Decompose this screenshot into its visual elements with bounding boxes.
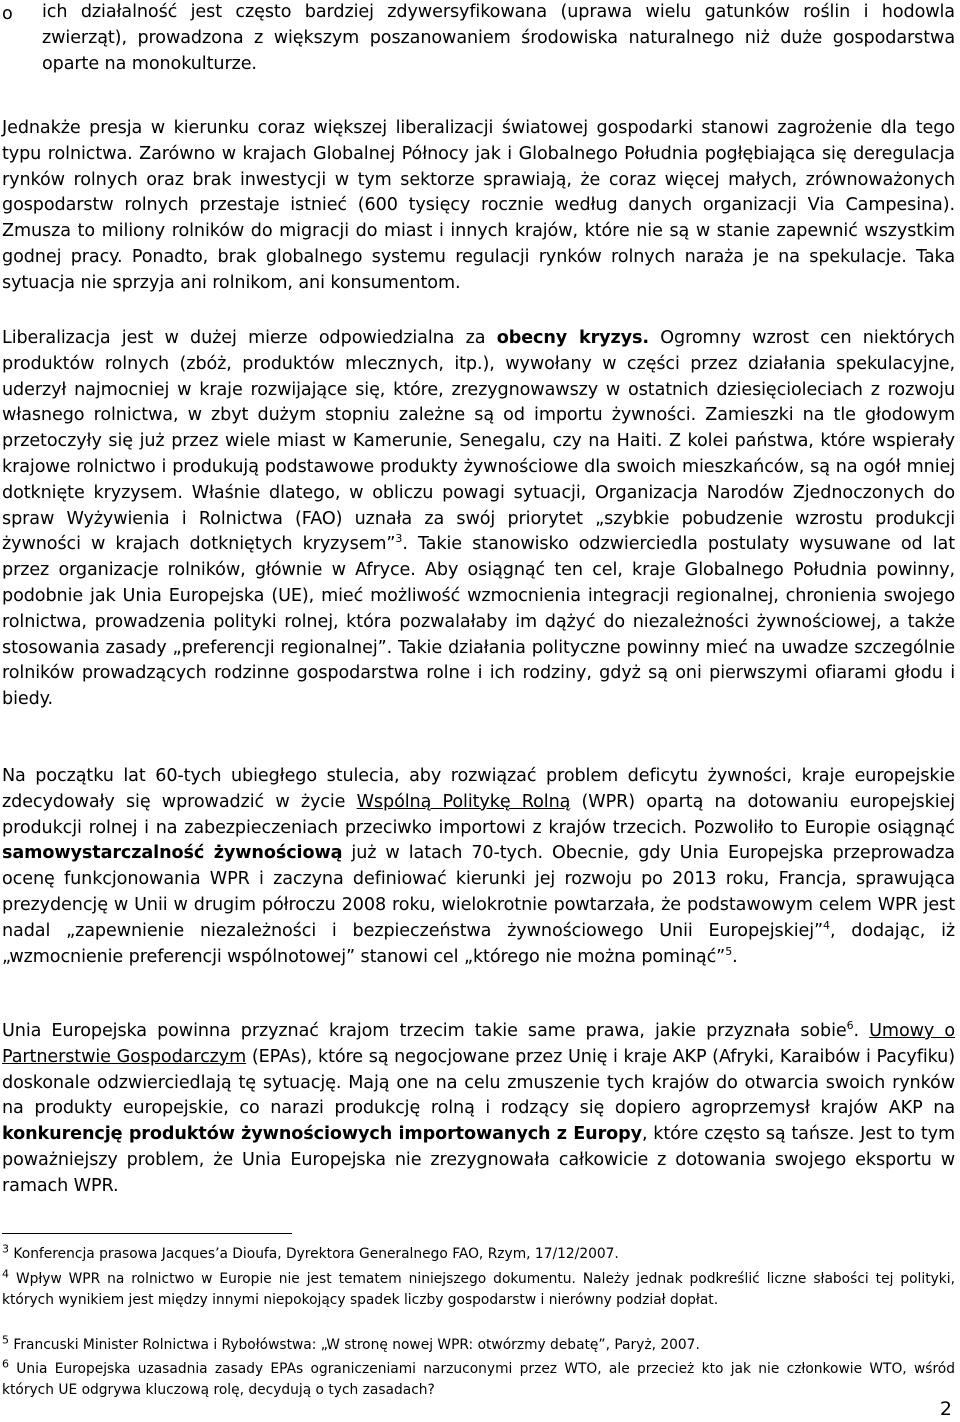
footnote-text: Konferencja prasowa Jacques’a Dioufa, Dyrektora Generalnego FAO, Rzym, 17/12/2007. [13,1246,619,1262]
p2-text-f: . Takie stanowisko odzwierciedla postulaty wysuwane od lat przez organizacje rolników, głównie w Afryce. [2,534,955,581]
footnote-ref-3[interactable]: 3 [395,532,403,546]
footnote-5 [2,1335,955,1356]
footnote-text: Francuski Minister Rolnictwa i Rybołówstwa: „W stronę nowej WPR: otwórzmy debatę”, Paryż, 2007. [13,1337,700,1353]
footnote-4 [2,1269,955,1311]
p2-text-c: Zamieszki na tle głodowym przetoczyły się już przez wiele miast w Kamerunie, Senegalu, czy na Haiti. [2,405,955,452]
p4-text-b: . [853,1021,860,1041]
footnote-number: 3 [2,1242,9,1256]
p1-sentence-d: Ponadto, brak globalnego systemu regulacji rynków rolnych naraża je na spekulacje. Taka sytuacja nie sprzyja ani rolnikom, ani konsumentom. [2,246,956,293]
p4-text-a: Unia Europejska powinna przyznać krajom trzecim takie same prawa, jakie przyznała sobie [2,1021,847,1041]
paragraph-epas [2,1019,955,1200]
p2-text-b: Ogromny wzrost cen niektórych produktów rolnych (zbóż, produktów mlecznych, itp.), wywołany w części przez działania spekulacyjne, uderzył najmocniej w kraje rozwijające się, które, zrezygnowawszy w ostatnich dziesięcioleciach z rozwoju własnego rolnictwa, w zbyt dużym stopniu zależne są od importu żywności. [2,328,955,426]
p1-sentence-b: Zarówno w krajach Globalnej Północy jak i Globalnego Południa pogłębiająca się deregulacja rynków rolnych oraz brak inwestycji w tym sektorze sprawiają, że coraz więcej małych, zrównoważonych gospodarstw rolnych przestaje istnieć (600 tysięcy rocznie według danych organizacji Via Campesina). [2,143,955,216]
footnote-text: Wpływ WPR na rolnictwo w Europie nie jest tematem niniejszego dokumentu. Należy jednak podkreślić liczne słabości tej polityki, których wynikiem jest między innymi niepokojący spadek liczby gospodarstw i nierówny podział dopłat. [2,1271,955,1308]
footnote-separator [2,1233,292,1234]
bullet-marker: o [2,4,13,24]
footnote-number: 4 [2,1267,9,1281]
p3-text-b: (WPR) opartą na dotowaniu europejskiej produkcji rolnej i na zabezpieczeniach przeciwko importowi z krajów trzecich. Pozwoliło to Europie osiągnąć [2,791,955,838]
paragraph-current-crisis [2,326,955,713]
p4-text-d: , które często są tańsze. Jest to tym poważniejszy problem, że Unia Europejska nie zrezygnowała całkowicie z dotowania swojego eksportu w ramach WPR. [2,1124,955,1196]
footnote-3 [2,1244,955,1265]
p2-text-g: Aby osiągnąć ten cel, kraje Globalnego Południa powinny, podobnie jak Unia Europejska (UE), mieć możliwość wzmocnienia integracji regionalnej, chronienia swojego rolnictwa, prowadzenia polityki rolnej, która pozwalałaby im dążyć do niezależności żywnościowej, a także stosowania zasady „preferencji regionalnej”. [2,560,955,658]
p1-sentence-a: Jednakże presja w kierunku coraz większej liberalizacji światowej gospodarki stanowi zagrożenie dla tego typu rolnictwa. [2,118,955,164]
page-number: 2 [939,1398,952,1420]
footnote-number: 5 [2,1333,9,1347]
p2-text-h: Takie działania polityczne powinny mieć na uwadze szczególnie rolników prowadzących rodzinne gospodarstwa rolne i ich rodziny, gdyż są oni pierwszymi ofiarami głodu i biedy. [2,637,955,710]
bullet-text: ich działalność jest często bardziej zdywersyfikowana (uprawa wielu gatunków roślin i hodowla zwierząt), prowadzona z większym poszanowaniem środowiska naturalnego niż duże gospodarstwa oparte na monokulturze. [42,2,955,74]
paragraph-cap-history [2,764,955,970]
p2-text-e: Właśnie dlatego, w obliczu powagi sytuacji, Organizacja Narodów Zjednoczonych do spraw Wyżywienia i Rolnictwa (FAO) uznała za swój priorytet „szybkie pobudzenie wzrostu produkcji żywności w krajach dotkniętych kryzysem” [2,482,955,555]
footnote-ref-6[interactable]: 6 [846,1019,854,1033]
footnote-text: Unia Europejska uzasadnia zasady EPAs ograniczeniami narzuconymi przez WTO, ale przecież kto jak nie członkowie WTO, wśród których UE odgrywa kluczową rolę, decydują o tych zasadach? [2,1361,956,1398]
paragraph-liberalization-pressure [2,116,955,297]
p2-text-d: Z kolei państwa, które wspierały krajowe rolnictwo i produkują podstawowe produkty żywnościowe dla swoich mieszkańców, są na ogół mniej dotknięte kryzysem. [2,431,955,503]
p3-text-c: już w latach 70-tych. Obecnie, gdy Unia Europejska przeprowadza ocenę funkcjonowania WPR i zaczyna definiować kierunki jej rozwoju po 2013 roku, Francja, sprawująca prezydencję w Unii w drugim półroczu 2008 roku, wielokrotnie powtarzała, że podstawowym celem WPR jest nadal „zapewnienie niezależności i bezpieczeństwa żywnościowego Unii Europejskiej” [2,843,955,941]
p2-bold-crisis: obecny kryzys. [496,328,649,348]
footnote-ref-4[interactable]: 4 [823,918,830,932]
footnote-number: 6 [2,1357,9,1371]
p4-text-c: (EPAs), które są negocjowane przez Unię i kraje AKP (Afryki, Karaibów i Pacyfiku) doskonale odzwierciedlają tę sytuację. Mają one na celu zmuszenie tych krajów do otwarcia swoich rynków na produkty europejskie, co narazi produkcję rolną i rodzący się dopiero agroprzemysł krajów AKP na [2,1046,955,1119]
cap-link[interactable]: Wspólną Politykę Rolną [356,791,571,812]
p3-text-a: Na początku lat 60-tych ubiegłego stulecia, aby rozwiązać problem deficytu żywności, kraje europejskie zdecydowały się wprowadzić w życie [2,766,955,812]
p2-text-a: Liberalizacja jest w dużej mierze odpowiedzialna za [2,328,486,348]
footnote-ref-5[interactable]: 5 [725,944,733,958]
p3-text-e: . [732,946,738,967]
p1-sentence-c: Zmusza to miliony rolników do migracji do miast i innych krajów, które nie są w stanie zapewnić wszystkim godnej pracy. [2,221,955,267]
footnote-6 [2,1359,955,1401]
epa-link[interactable]: Umowy o Partnerstwie Gospodarczym [2,1021,955,1067]
p3-text-d: , dodając, iż „wzmocnienie preferencji wspólnotowej” stanowi cel „którego nie można pominąć” [2,920,956,967]
p3-bold-self-sufficiency: samowystarczalność żywnościową [2,843,343,864]
p4-bold-competition: konkurencję produktów żywnościowych importowanych z Europy [2,1124,642,1145]
